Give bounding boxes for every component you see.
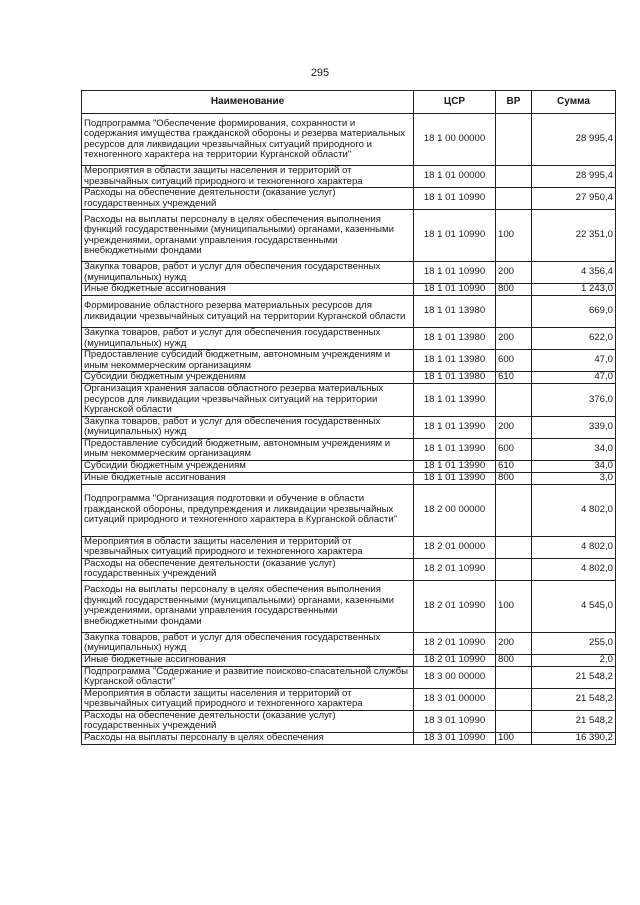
cell-sum: 27 950,4 <box>532 188 616 210</box>
cell-sum: 376,0 <box>532 384 616 417</box>
cell-vr: 100 <box>496 732 532 744</box>
cell-csr: 18 2 01 10990 <box>414 654 496 666</box>
cell-vr: 610 <box>496 460 532 472</box>
cell-csr: 18 2 01 10990 <box>414 558 496 580</box>
cell-vr: 800 <box>496 284 532 296</box>
cell-name: Расходы на обеспечение деятельности (оказание услуг) государственных учреждений <box>82 710 414 732</box>
cell-name: Мероприятия в области защиты населения и территорий от чрезвычайных ситуаций природного и техногенного характера <box>82 166 414 188</box>
table-row <box>82 732 616 744</box>
cell-vr <box>496 688 532 710</box>
table-row <box>82 328 616 350</box>
cell-sum: 339,0 <box>532 416 616 438</box>
cell-csr: 18 1 01 10990 <box>414 188 496 210</box>
cell-csr: 18 2 01 00000 <box>414 536 496 558</box>
cell-sum: 4 802,0 <box>532 484 616 536</box>
table-row <box>82 188 616 210</box>
cell-sum: 4 356,4 <box>532 262 616 284</box>
cell-csr: 18 1 01 13990 <box>414 460 496 472</box>
cell-vr <box>496 188 532 210</box>
header-name: Наименование <box>82 91 414 114</box>
budget-table <box>81 90 616 745</box>
cell-csr: 18 1 00 00000 <box>414 114 496 166</box>
cell-vr: 200 <box>496 416 532 438</box>
cell-sum: 255,0 <box>532 632 616 654</box>
cell-name: Предоставление субсидий бюджетным, автономным учреждениям и иным некоммерческим организациям <box>82 438 414 460</box>
cell-name: Мероприятия в области защиты населения и территорий от чрезвычайных ситуаций природного и техногенного характера <box>82 536 414 558</box>
cell-name: Мероприятия в области защиты населения и территорий от чрезвычайных ситуаций природного и техногенного характера <box>82 688 414 710</box>
cell-name: Подпрограмма "Содержание и развитие поисково-спасательной службы Курганской области" <box>82 666 414 688</box>
table-row <box>82 372 616 384</box>
cell-name: Предоставление субсидий бюджетным, автономным учреждениям и иным некоммерческим организациям <box>82 350 414 372</box>
cell-sum: 4 802,0 <box>532 558 616 580</box>
table-row <box>82 114 616 166</box>
table-row <box>82 710 616 732</box>
cell-sum: 622,0 <box>532 328 616 350</box>
cell-vr: 200 <box>496 262 532 284</box>
cell-vr: 800 <box>496 472 532 484</box>
cell-vr <box>496 114 532 166</box>
cell-vr <box>496 666 532 688</box>
cell-vr: 100 <box>496 580 532 632</box>
cell-sum: 4 802,0 <box>532 536 616 558</box>
table-row <box>82 460 616 472</box>
cell-vr: 600 <box>496 438 532 460</box>
header-sum: Сумма <box>532 91 616 114</box>
cell-vr: 800 <box>496 654 532 666</box>
cell-name: Расходы на обеспечение деятельности (оказание услуг) государственных учреждений <box>82 558 414 580</box>
cell-name: Подпрограмма "Организация подготовки и обучение в области гражданской обороны, предупреждения и ликвидации чрезвычайных ситуаций природного и техногенного характера в Курганской области" <box>82 484 414 536</box>
cell-csr: 18 1 01 13980 <box>414 372 496 384</box>
header-csr: ЦСР <box>414 91 496 114</box>
cell-name: Расходы на обеспечение деятельности (оказание услуг) государственных учреждений <box>82 188 414 210</box>
table-row <box>82 438 616 460</box>
cell-sum: 22 351,0 <box>532 210 616 262</box>
cell-csr: 18 3 01 10990 <box>414 732 496 744</box>
table-row <box>82 296 616 328</box>
cell-csr: 18 1 01 10990 <box>414 210 496 262</box>
cell-sum: 4 545,0 <box>532 580 616 632</box>
cell-name: Расходы на выплаты персоналу в целях обеспечения выполнения функций государственными (муниципальными) органами, казенными учреждениями, органами управления государственными внебюджетными фондами <box>82 580 414 632</box>
cell-name: Закупка товаров, работ и услуг для обеспечения государственных (муниципальных) нужд <box>82 416 414 438</box>
table-row <box>82 262 616 284</box>
cell-sum: 2,0 <box>532 654 616 666</box>
table-row <box>82 654 616 666</box>
cell-name: Закупка товаров, работ и услуг для обеспечения государственных (муниципальных) нужд <box>82 328 414 350</box>
cell-csr: 18 1 01 13990 <box>414 438 496 460</box>
cell-csr: 18 1 01 13990 <box>414 384 496 417</box>
table-row <box>82 166 616 188</box>
cell-vr <box>496 166 532 188</box>
table-row <box>82 416 616 438</box>
cell-csr: 18 2 01 10990 <box>414 632 496 654</box>
cell-csr: 18 1 01 13990 <box>414 472 496 484</box>
cell-csr: 18 3 01 00000 <box>414 688 496 710</box>
cell-vr: 600 <box>496 350 532 372</box>
cell-sum: 21 548,2 <box>532 688 616 710</box>
table-row <box>82 688 616 710</box>
table-row <box>82 284 616 296</box>
cell-csr: 18 2 00 00000 <box>414 484 496 536</box>
cell-sum: 47,0 <box>532 372 616 384</box>
cell-vr: 100 <box>496 210 532 262</box>
cell-name: Иные бюджетные ассигнования <box>82 654 414 666</box>
table-row <box>82 666 616 688</box>
cell-name: Иные бюджетные ассигнования <box>82 472 414 484</box>
table-row <box>82 484 616 536</box>
cell-sum: 34,0 <box>532 438 616 460</box>
cell-vr: 200 <box>496 328 532 350</box>
cell-sum: 3,0 <box>532 472 616 484</box>
cell-csr: 18 1 01 13980 <box>414 296 496 328</box>
cell-csr: 18 1 01 10990 <box>414 262 496 284</box>
cell-sum: 16 390,2 <box>532 732 616 744</box>
cell-vr <box>496 384 532 417</box>
cell-vr <box>496 558 532 580</box>
table-header-row <box>82 91 616 114</box>
cell-name: Иные бюджетные ассигнования <box>82 284 414 296</box>
cell-csr: 18 1 01 13980 <box>414 350 496 372</box>
table-row <box>82 536 616 558</box>
cell-csr: 18 1 01 13980 <box>414 328 496 350</box>
cell-name: Расходы на выплаты персоналу в целях обеспечения выполнения функций государственными (муниципальными) органами, казенными учреждениями, органами управления государственными внебюджетными фондами <box>82 210 414 262</box>
cell-name: Закупка товаров, работ и услуг для обеспечения государственных (муниципальных) нужд <box>82 632 414 654</box>
cell-sum: 47,0 <box>532 350 616 372</box>
table-row <box>82 350 616 372</box>
cell-csr: 18 3 01 10990 <box>414 710 496 732</box>
cell-sum: 669,0 <box>532 296 616 328</box>
cell-sum: 21 548,2 <box>532 666 616 688</box>
cell-sum: 1 243,0 <box>532 284 616 296</box>
cell-csr: 18 1 01 00000 <box>414 166 496 188</box>
cell-name: Организация хранения запасов областного резерва материальных ресурсов для ликвидации чрезвычайных ситуаций на территории Курганской области <box>82 384 414 417</box>
cell-name: Расходы на выплаты персоналу в целях обеспечения <box>82 732 414 744</box>
cell-name: Субсидии бюджетным учреждениям <box>82 372 414 384</box>
cell-vr: 610 <box>496 372 532 384</box>
cell-csr: 18 1 01 13990 <box>414 416 496 438</box>
table-row <box>82 384 616 417</box>
cell-sum: 28 995,4 <box>532 114 616 166</box>
table-row <box>82 632 616 654</box>
table-row <box>82 558 616 580</box>
cell-sum: 34,0 <box>532 460 616 472</box>
cell-csr: 18 1 01 10990 <box>414 284 496 296</box>
cell-vr <box>496 536 532 558</box>
cell-csr: 18 3 00 00000 <box>414 666 496 688</box>
cell-csr: 18 2 01 10990 <box>414 580 496 632</box>
cell-sum: 21 548,2 <box>532 710 616 732</box>
cell-sum: 28 995,4 <box>532 166 616 188</box>
cell-name: Формирование областного резерва материальных ресурсов для ликвидации чрезвычайных ситуаций на территории Курганской области <box>82 296 414 328</box>
cell-name: Закупка товаров, работ и услуг для обеспечения государственных (муниципальных) нужд <box>82 262 414 284</box>
table-row <box>82 580 616 632</box>
cell-vr <box>496 296 532 328</box>
page-number: 295 <box>310 67 330 79</box>
cell-vr <box>496 710 532 732</box>
table-row <box>82 210 616 262</box>
cell-name: Субсидии бюджетным учреждениям <box>82 460 414 472</box>
cell-name: Подпрограмма "Обеспечение формирования, сохранности и содержания имущества гражданской обороны и резерва материальных ресурсов для ликвидации чрезвычайных ситуаций природного и техногенного характера на территории Курганской области" <box>82 114 414 166</box>
cell-vr: 200 <box>496 632 532 654</box>
table-row <box>82 472 616 484</box>
cell-vr <box>496 484 532 536</box>
header-vr: ВР <box>496 91 532 114</box>
